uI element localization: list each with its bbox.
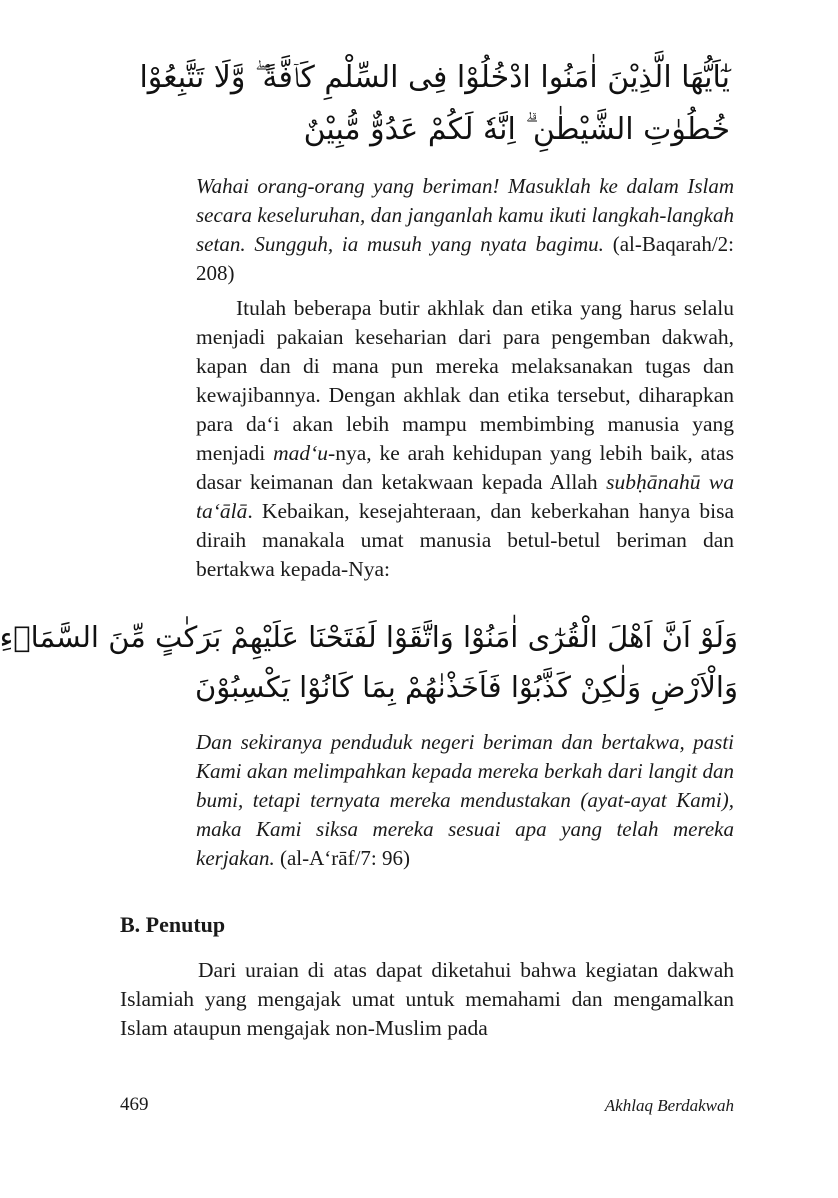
italic-term: mad‘u xyxy=(273,441,329,465)
body-paragraph xyxy=(196,294,734,584)
verse-reference: (al-Baqarah/2: 208) xyxy=(196,232,734,285)
italic-term: subḥānahū wa ta‘ālā xyxy=(196,470,734,523)
page-number: 469 xyxy=(120,1094,149,1115)
quran-verse-al-baqarah-208 xyxy=(139,52,730,164)
arabic-line: وَلَوْ اَنَّ اَهْلَ الْقُرٰٓى اٰمَنُوْا وَاتَّقَوْا لَفَتَحْنَا عَلَيْهِمْ بَرَكٰتٍ مِّنَ السَّمَاۤءِ xyxy=(0,620,738,654)
paragraph-text: . Kebaikan, kesejahteraan, dan keberkahan hanya bisa diraih manakala umat manusia betul-betul beriman dan bertakwa kepada-Nya: xyxy=(196,499,734,581)
arabic-line: يٰٓاَيُّهَا الَّذِيْنَ اٰمَنُوا ادْخُلُوْا فِى السِّلْمِ كَاۤفَّةً ۖ وَّلَا تَتَّبِعُوْا xyxy=(139,60,730,95)
translation-text: Dan sekiranya penduduk negeri beriman dan bertakwa, pasti Kami akan melimpahkan kepada mereka berkah dari langit dan bumi, tetapi ternyata mereka mendustakan (ayat-ayat Kami), maka Kami siksa mereka sesuai apa yang telah mereka kerjakan. xyxy=(196,730,734,870)
arabic-line: خُطُوٰتِ الشَّيْطٰنِ ۗ اِنَّهٗ لَكُمْ عَدُوٌّ مُّبِيْنٌ xyxy=(303,112,730,147)
arabic-line: وَالْاَرْضِ وَلٰكِنْ كَذَّبُوْا فَاَخَذْنٰهُمْ بِمَا كَانُوْا يَكْسِبُوْنَ xyxy=(194,670,738,704)
running-footer-title: Akhlaq Berdakwah xyxy=(604,1096,734,1115)
verse-translation-al-araf xyxy=(196,728,734,873)
translation-text: Wahai orang-orang yang beriman! Masuklah ke dalam Islam secara keseluruhan, dan janganlah kamu ikuti langkah-langkah setan. Sungguh, ia musuh yang nyata bagimu. xyxy=(196,174,734,256)
closing-paragraph: Dari uraian di atas dapat diketahui bahwa kegiatan dakwah Islamiah yang mengajak umat untuk memahami dan mengamalkan Islam ataupun mengajak non-Muslim pada xyxy=(120,958,734,1040)
section-heading: B. Penutup xyxy=(120,912,226,937)
quran-verse-al-araf-96 xyxy=(0,612,738,720)
paragraph-text: -nya, ke arah kehidupan yang lebih baik, atas dasar keimanan dan ketakwaan kepada Allah xyxy=(196,441,734,494)
paragraph-text: Itulah beberapa butir akhlak dan etika yang harus selalu menjadi pakaian keseharian dari para pengemban dakwah, kapan dan di mana pun mereka melaksanakan tugas dan kewajibannya. Dengan akhlak dan etika tersebut, diharapkan para da‘i akan lebih mampu membimbing manusia yang menjadi xyxy=(196,296,734,465)
verse-translation-al-baqarah xyxy=(196,172,734,288)
verse-reference: (al-A‘rāf/7: 96) xyxy=(274,846,411,870)
